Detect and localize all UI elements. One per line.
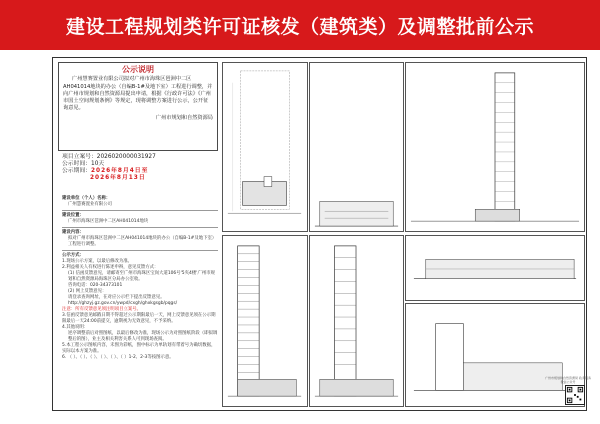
drawing-section-1 xyxy=(405,235,585,301)
method-item: 1.现场公示方案，以最后修改为准。 xyxy=(62,259,133,264)
banner-title: 建设工程规划类许可证核发（建筑类）及调整批前公示 xyxy=(65,15,534,38)
date-start: 2026年8月4日至 xyxy=(91,168,149,174)
date-end: 2026年8月13日 xyxy=(90,175,146,181)
period-value: 10天 xyxy=(91,161,105,167)
method-item-warning: 注意：所有反馈意见须注明项目立案号。 xyxy=(62,307,142,312)
location-header: 建设位置： xyxy=(62,213,84,218)
method-item: 5.本工程公示图纸内容，未图为彩纸，图中标示为单轨划有带着号为确切数据，实际以本方案为准。 xyxy=(62,343,216,354)
drawing-elevation-2 xyxy=(222,235,308,407)
applicant-value: 广州慧赛置业有限公司 xyxy=(68,202,112,207)
notice-title: 公示说明 xyxy=(122,65,154,74)
method-item: 4.其他说明： xyxy=(62,325,89,330)
method-header: 公示方式： xyxy=(62,253,84,258)
method-item-url[interactable]: http://ghzyj.gz.gov.cn/ywpd/cxgh/ghxkgsgb/pqgs/ xyxy=(68,301,178,306)
method-item: (1) 信函反馈意见，请邮寄至广州市海珠区宝岗大道106号'5夹4楼'广州市规划和自然资源局海珠区分局办公室收。 xyxy=(68,271,215,282)
drawing-section-2 xyxy=(405,303,585,407)
method-item: (2) 网上反馈意见： xyxy=(68,289,107,294)
qr-label: 广州市规划和自然资源局 政务服务 微信公众号 xyxy=(545,376,591,384)
dates-row-2 xyxy=(62,175,218,182)
method-item: 2.利益相关人有权进行陈述申辩，意见反馈方式： xyxy=(62,265,159,270)
divider xyxy=(62,250,218,251)
divider xyxy=(62,227,218,228)
dates-label: 公示期间： xyxy=(62,168,91,174)
dates-row xyxy=(62,168,218,175)
project-no-row xyxy=(62,154,218,161)
drawing-site-plan xyxy=(222,62,308,232)
method-item: 6. （ ）、（ ）、（ ）、（ ）、（ ）、（ ）1-2、2-3等按图示意。 xyxy=(62,355,174,360)
drawing-tower-elevation xyxy=(405,62,585,232)
content-header: 建设内容： xyxy=(62,230,84,235)
applicant-header: 建设单位（个人）名称： xyxy=(62,196,111,201)
location-value: 广州市海珠区琶洲中二区AH041014地块 xyxy=(68,219,149,224)
notice-box xyxy=(58,62,218,151)
method-item: 咨询电话：020-34373101 xyxy=(68,283,123,288)
drawing-elevation-1 xyxy=(309,62,404,232)
drawing-elevation-3 xyxy=(309,235,404,407)
left-column xyxy=(58,62,218,407)
period-label: 公示时间： xyxy=(62,161,91,167)
project-meta xyxy=(62,154,218,182)
project-no: 2026020000031927 xyxy=(96,154,156,160)
project-info xyxy=(62,196,218,361)
project-no-label: 项目立案号： xyxy=(62,154,97,160)
notice-body: 广州慧赛置业有限公司拟对广州市海珠区琶洲中二区AH041014地块的办公（自编B-1#及地下室）工程进行调整，并向广州市规划和自然资源局提出申请，根据《行政许可法》《广州市国土空间规划条例》等规定，现将调整方案进行公示，公开征询意见。 xyxy=(63,76,213,112)
period-row xyxy=(62,161,218,168)
page-banner xyxy=(0,0,600,50)
qr-code-icon xyxy=(565,385,585,405)
method-item: 逆序调整前后对照图纸，以最后修改为准，现场公示为对照图纸阶段（即拟调整后的图），业主及相关利害关系人可到现场查阅。 xyxy=(68,331,218,342)
content-value: 拟对广州市海珠区琶洲中二区AH041014地块的办公（自编B-1#及地下室）工程进行调整。 xyxy=(68,236,217,247)
method-item: 请登录查询网址，在对应公示栏下提出反馈意见。 xyxy=(68,295,165,300)
notice-signer: 广州市规划和自然资源局 xyxy=(155,114,213,121)
method-item: 3.信函反馈意见邮戳日期不得超过公示期限最后一天，网上反馈意见须在公示期限最后一天24:00前提交，逾期视为无效意见，不予采纳。 xyxy=(62,313,216,324)
divider xyxy=(62,210,218,211)
